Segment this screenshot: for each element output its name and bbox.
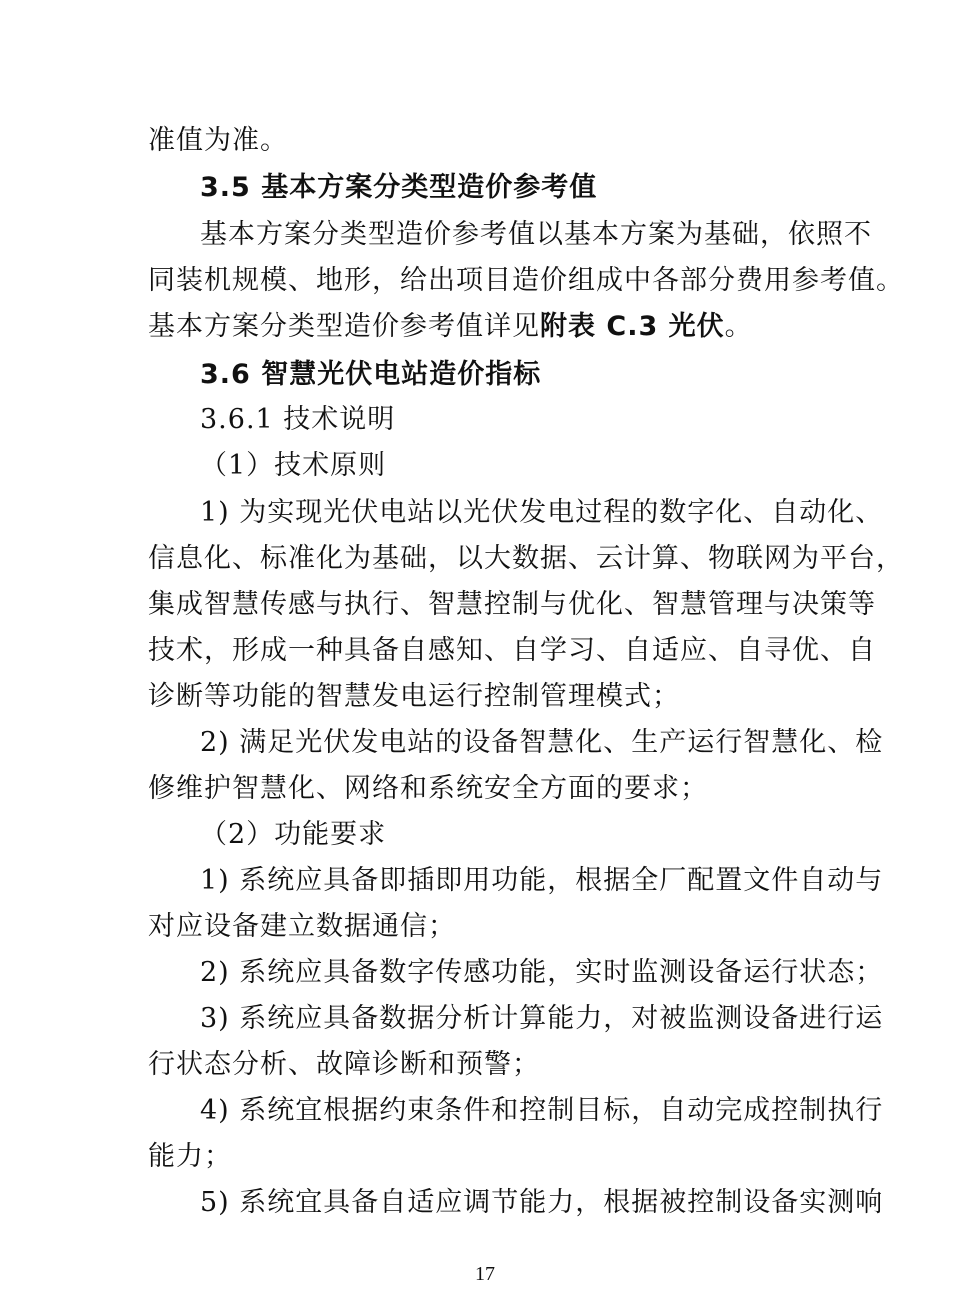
text-line: 修维护智慧化、网络和系统安全方面的要求； xyxy=(148,773,708,804)
text-fragment: 基本方案分类型造价参考值详见 xyxy=(148,311,540,342)
text-line: 同装机规模、地形，给出项目造价组成中各部分费用参考值。 xyxy=(148,265,904,296)
text-line: 技术，形成一种具备自感知、自学习、自适应、自寻优、自 xyxy=(148,635,876,666)
text-line: 准值为准。 xyxy=(148,125,288,156)
text-line: 3) 系统应具备数据分析计算能力，对被监测设备进行运 xyxy=(200,1003,884,1034)
text-line: 2) 系统应具备数字传感功能，实时监测设备运行状态； xyxy=(200,957,884,988)
text-line: 2) 满足光伏发电站的设备智慧化、生产运行智慧化、检 xyxy=(200,727,884,758)
text-line: 1) 为实现光伏电站以光伏发电过程的数字化、自动化、 xyxy=(200,497,884,528)
subheading-functional-requirements: （2）功能要求 xyxy=(200,819,387,850)
appendix-reference: 附表 C.3 光伏 xyxy=(540,311,725,342)
text-line: 基本方案分类型造价参考值以基本方案为基础，依照不 xyxy=(200,219,872,250)
text-line: 对应设备建立数据通信； xyxy=(148,911,456,942)
text-line: 1) 系统应具备即插即用功能，根据全厂配置文件自动与 xyxy=(200,865,884,896)
text-line: 诊断等功能的智慧发电运行控制管理模式； xyxy=(148,681,680,712)
text-line: 能力； xyxy=(148,1141,232,1172)
text-line: 行状态分析、故障诊断和预警； xyxy=(148,1049,540,1080)
page-number: 17 xyxy=(475,1263,495,1285)
text-line: 5) 系统宜具备自适应调节能力，根据被控制设备实测响 xyxy=(200,1187,884,1218)
text-line: 信息化、标准化为基础，以大数据、云计算、物联网为平台， xyxy=(148,543,904,574)
text-line xyxy=(148,304,828,350)
section-heading-3-5: 3.5 基本方案分类型造价参考值 xyxy=(200,172,598,203)
text-line: 4) 系统宜根据约束条件和控制目标，自动完成控制执行 xyxy=(200,1095,884,1126)
subheading-technical-principles: （1）技术原则 xyxy=(200,450,387,481)
text-fragment: 。 xyxy=(724,311,753,342)
section-heading-3-6: 3.6 智慧光伏电站造价指标 xyxy=(200,359,542,390)
subsection-heading-3-6-1: 3.6.1 技术说明 xyxy=(200,404,396,435)
text-line: 集成智慧传感与执行、智慧控制与优化、智慧管理与决策等 xyxy=(148,589,876,620)
